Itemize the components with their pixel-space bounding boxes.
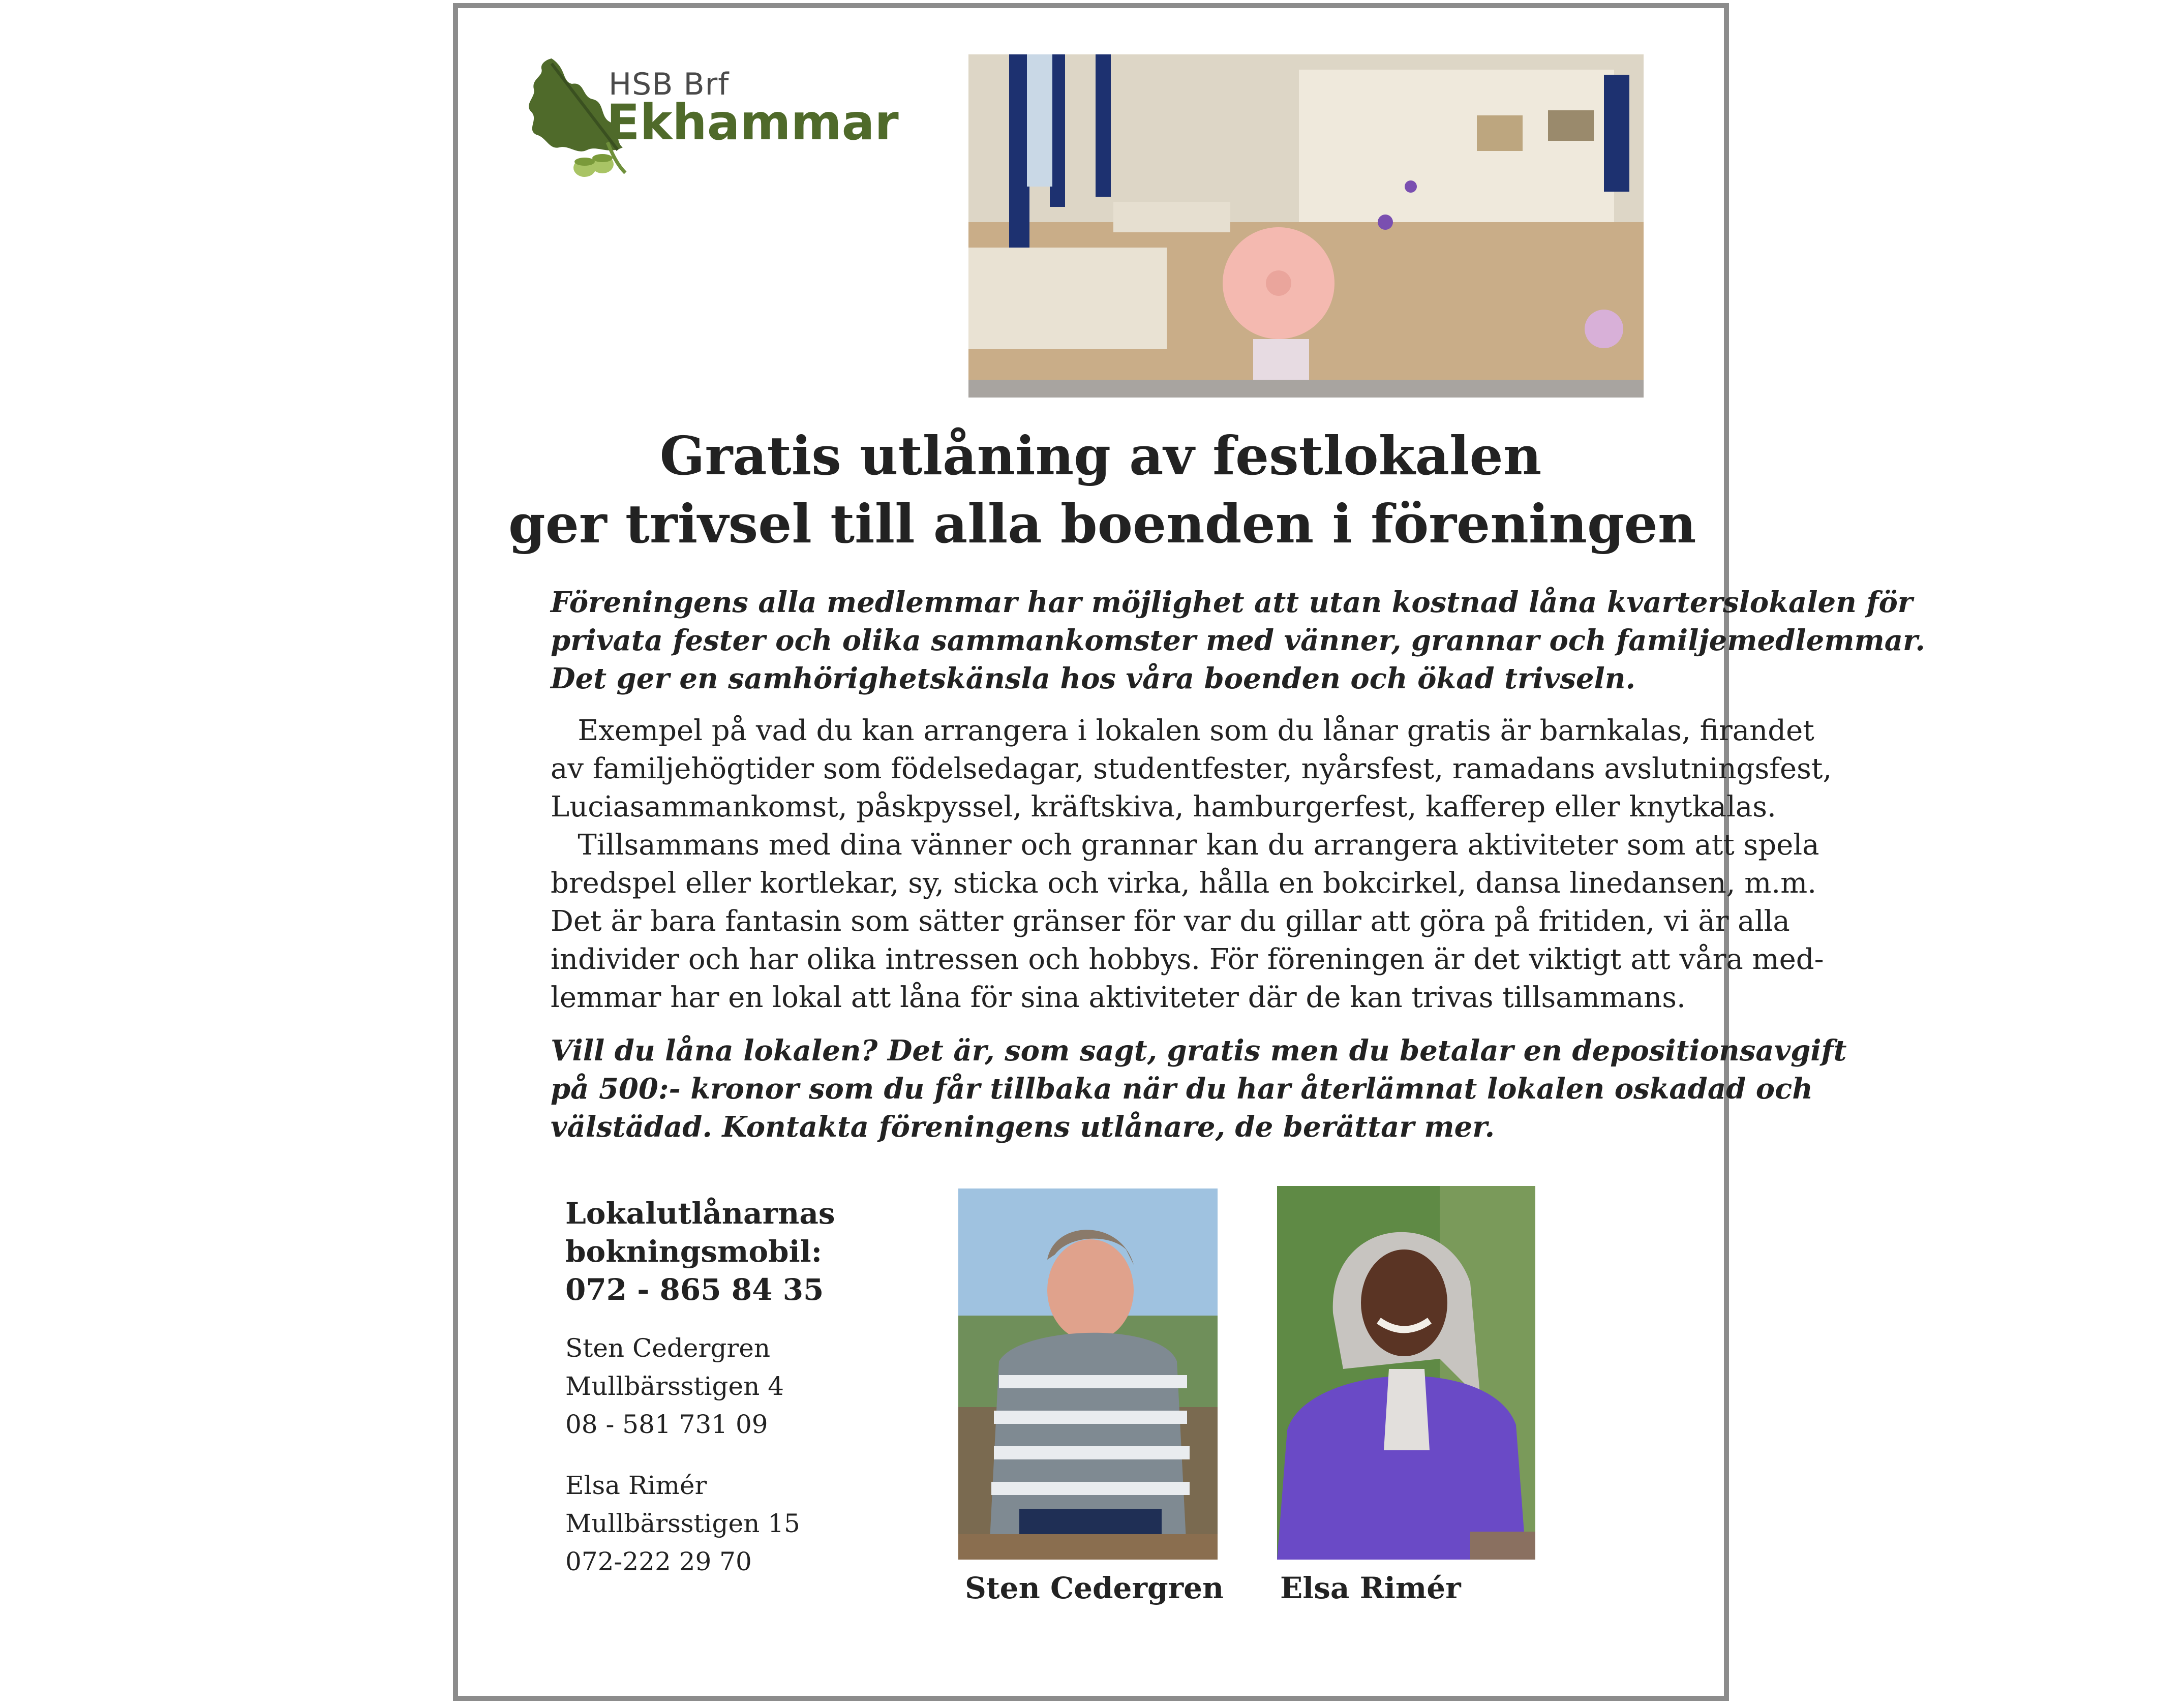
contact-heading-line-2: bokningsmobil: xyxy=(565,1234,823,1269)
body-line: Exempel på vad du kan arrangera i lokalen som du lånar gratis är barnkalas, firandet xyxy=(551,714,1814,747)
caption-elsa: Elsa Rimér xyxy=(1280,1571,1461,1605)
lead-line: privata fester och olika sammankomster med vänner, grannar och familjemedlemmar. xyxy=(551,624,1925,657)
body-line: lemmar har en lokal att låna för sina aktiviteter där de kan trivas tillsammans. xyxy=(551,981,1686,1014)
contact-heading-line-1: Lokalutlånarnas xyxy=(565,1196,835,1231)
person-phone: 072-222 29 70 xyxy=(565,1547,752,1576)
body-line: Tillsammans med dina vänner och grannar kan du arrangera aktiviteter som att spela xyxy=(551,829,1819,862)
body-text xyxy=(551,712,1832,1017)
body-line: bredspel eller kortlekar, sy, sticka och virka, hålla en bokcirkel, dansa linedansen, m.m. xyxy=(551,867,1817,900)
person-name: Sten Cedergren xyxy=(565,1333,771,1363)
title-line-1: Gratis utlåning av festlokalen xyxy=(659,424,1542,487)
cta-line: välstädad. Kontakta föreningens utlånare, de berättar mer. xyxy=(551,1110,1495,1144)
party-room-photo xyxy=(968,54,1644,398)
lead-line: Föreningens alla medlemmar har möjlighet att utan kostnad låna kvarterslokalen för xyxy=(551,586,1913,619)
cta-line: på 500:- kronor som du får tillbaka när du har återlämnat lokalen oskadad och xyxy=(551,1072,1813,1106)
body-line: Luciasammankomst, påskpyssel, kräftskiva, hamburgerfest, kafferep eller knytkalas. xyxy=(551,790,1776,824)
booking-phone: 072 - 865 84 35 xyxy=(565,1272,824,1307)
hsb-ekhammar-logo xyxy=(521,53,899,186)
caption-sten: Sten Cedergren xyxy=(965,1571,1224,1605)
portrait-sten-photo xyxy=(958,1188,1218,1560)
person-address: Mullbärsstigen 15 xyxy=(565,1509,800,1538)
person-address: Mullbärsstigen 4 xyxy=(565,1371,784,1401)
portrait-elsa-photo xyxy=(1277,1186,1535,1560)
body-line: av familjehögtider som födelsedagar, studentfester, nyårsfest, ramadans avslutningsfest, xyxy=(551,752,1832,785)
lead-paragraph xyxy=(551,584,1925,698)
logo-top-text: HSB Brf xyxy=(609,67,730,102)
body-line: individer och har olika intressen och hobbys. För föreningen är det viktigt att våra med- xyxy=(551,943,1824,976)
contact-person-sten xyxy=(565,1329,784,1444)
logo-main-text: Ekhammar xyxy=(606,94,899,151)
person-phone: 08 - 581 731 09 xyxy=(565,1410,768,1439)
lead-line: Det ger en samhörighetskänsla hos våra boenden och ökad trivseln. xyxy=(551,662,1635,695)
call-to-action xyxy=(551,1032,1847,1146)
booking-contact-heading xyxy=(565,1195,835,1309)
cta-line: Vill du låna lokalen? Det är, som sagt, gratis men du betalar en depositionsavgift xyxy=(551,1034,1847,1068)
person-name: Elsa Rimér xyxy=(565,1471,707,1500)
flyer-title xyxy=(508,422,1696,558)
body-line: Det är bara fantasin som sätter gränser för var du gillar att göra på fritiden, vi är alla xyxy=(551,905,1790,938)
title-line-2: ger trivsel till alla boenden i föreningen xyxy=(508,493,1696,555)
contact-person-elsa xyxy=(565,1467,800,1581)
